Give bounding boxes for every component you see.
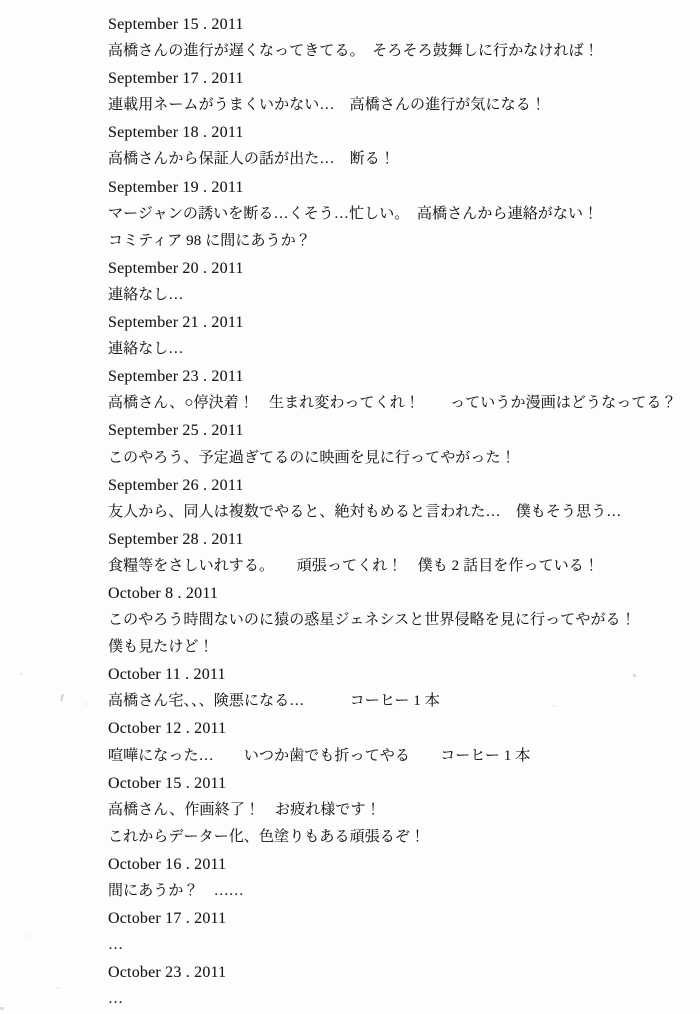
- diary-entry-line: 高橋さん宅、、、険悪になる… コーヒー 1 本: [108, 693, 440, 710]
- diary-entry-line: 連絡なし…: [108, 341, 184, 358]
- diary-date-line: September 26 . 2011: [108, 476, 244, 494]
- diary-entry-line: 高橋さんの進行が遅くなってきてる。 そろそろ鼓舞しに行かなければ！: [108, 43, 599, 60]
- diary-date-line: October 23 . 2011: [108, 964, 227, 982]
- diary-date-line: September 15 . 2011: [108, 16, 244, 33]
- diary-date-line: October 16 . 2011: [108, 855, 227, 873]
- scan-speck: [60, 694, 63, 701]
- diary-entry-line: 高橋さん、作画終了！ お疲れ様です！: [108, 801, 381, 818]
- scan-speck: [553, 705, 555, 707]
- diary-entry-line: コミティア 98 に間にあうか？: [108, 232, 311, 249]
- diary-date-line: October 17 . 2011: [108, 910, 227, 928]
- diary-entry-line: 連絡なし…: [108, 286, 184, 303]
- diary-date-line: October 8 . 2011: [108, 584, 219, 602]
- diary-date-line: October 15 . 2011: [108, 774, 227, 792]
- diary-date-line: September 23 . 2011: [108, 368, 244, 386]
- scan-speck: [20, 673, 22, 675]
- diary-date-line: September 18 . 2011: [108, 124, 244, 142]
- scan-speck: [0, 1007, 4, 1010]
- diary-text-block: [108, 11, 690, 1013]
- diary-entry-line: …: [108, 991, 124, 1008]
- scan-speck: [28, 935, 30, 937]
- diary-entry-line: 僕も見たけど！: [108, 639, 214, 656]
- scan-speck: [85, 703, 87, 705]
- diary-entry-line: このやろう時間ないのに猿の惑星ジェネシスと世界侵略を見に行ってやがる！: [108, 612, 636, 629]
- diary-entry-line: …: [108, 937, 124, 954]
- diary-date-line: October 12 . 2011: [108, 720, 227, 738]
- diary-entry-line: 友人から、同人は複数でやると、絶対もめると言われた… 僕もそう思う…: [108, 503, 622, 520]
- diary-entry-line: 連載用ネームがうまくいかない… 高橋さんの進行が気になる！: [108, 97, 546, 114]
- diary-date-line: October 11 . 2011: [108, 666, 226, 684]
- diary-date-line: September 25 . 2011: [108, 422, 244, 440]
- diary-entry-line: マージャンの誘いを断る…くそう…忙しい。 高橋さんから連絡がない！: [108, 205, 599, 222]
- diary-date-line: September 28 . 2011: [108, 530, 244, 548]
- diary-date-line: September 19 . 2011: [108, 178, 244, 196]
- diary-entry-line: 高橋さんから保証人の話が出た… 断る！: [108, 151, 395, 168]
- diary-entry-line: 間にあうか？ ……: [108, 883, 244, 899]
- diary-entry-line: 食糧等をさしいれする。 頑張ってくれ！ 僕も 2 話目を作っている！: [108, 557, 600, 574]
- diary-entry-line: 高橋さん、○停決着！ 生まれ変わってくれ！ っていうか漫画はどうなってる？: [108, 395, 677, 412]
- diary-entry-line: 喧嘩になった… いつか歯でも折ってやる コーヒー 1 本: [108, 747, 531, 764]
- diary-date-line: September 21 . 2011: [108, 314, 244, 332]
- scan-speck: [633, 674, 636, 677]
- diary-entry-line: これからデーター化、色塗りもある頑張るぞ！: [108, 828, 426, 845]
- diary-date-line: September 17 . 2011: [108, 70, 244, 88]
- diary-entry-line: このやろう、予定過ぎてるのに映画を見に行ってやがった！: [108, 449, 516, 466]
- scan-speck: [57, 987, 59, 989]
- diary-date-line: September 20 . 2011: [108, 259, 244, 277]
